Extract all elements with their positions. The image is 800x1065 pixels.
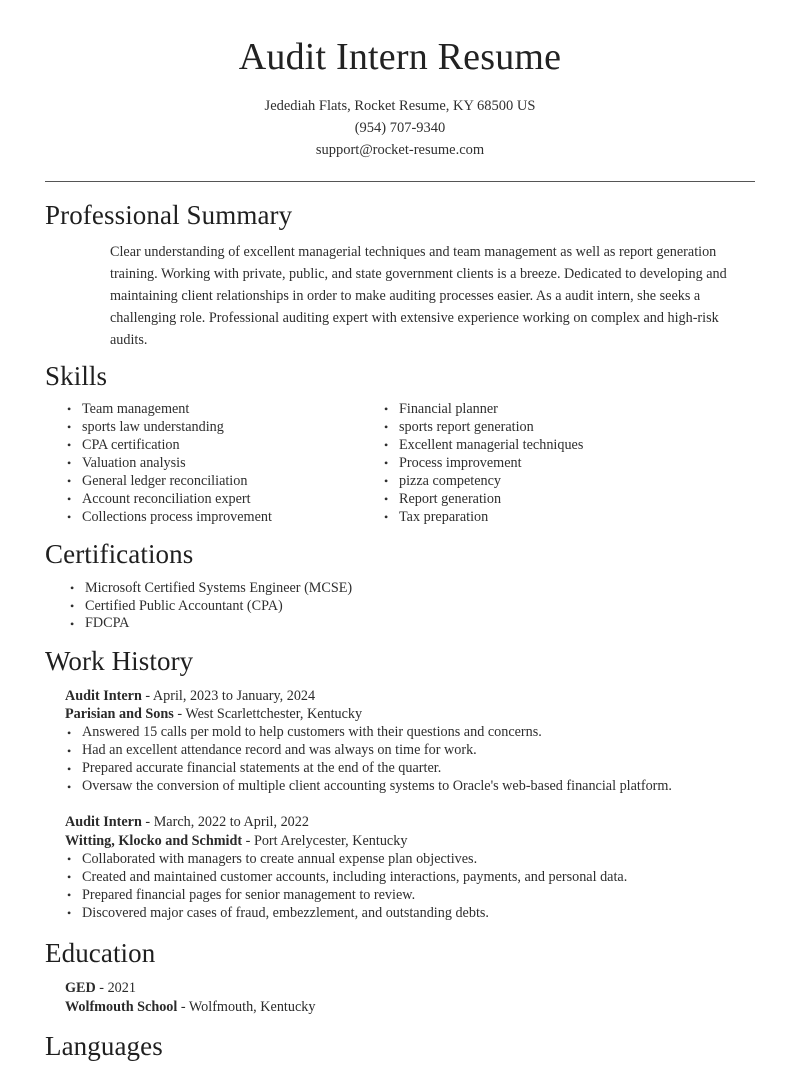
job-bullet-item: • Discovered major cases of fraud, embezzlement, and outstanding debts. <box>65 905 800 923</box>
job-bullet-item: • Answered 15 calls per mold to help customers with their questions and concerns. <box>65 724 800 742</box>
section-heading-education: Education <box>45 937 156 968</box>
job-bullet-item: • Prepared financial pages for senior management to review. <box>65 887 800 905</box>
education-degree: GED <box>65 979 96 996</box>
skills-columns <box>0 401 800 527</box>
skill-item: • Process improvement <box>382 455 699 473</box>
job-title-line <box>65 813 800 832</box>
section-languages <box>0 1029 800 1064</box>
certification-item: • Certified Public Accountant (CPA) <box>68 598 800 616</box>
education-year: - 2021 <box>95 979 136 996</box>
contact-email: support@rocket-resume.com <box>315 141 485 158</box>
job-location: - Port Arelycester, Kentucky <box>242 832 408 849</box>
page-title: Audit Intern Resume <box>238 36 562 78</box>
certifications-list-wrap <box>0 580 800 634</box>
job-bullet-item: • Collaborated with managers to create annual expense plan objectives. <box>65 851 800 869</box>
skill-item: • Tax preparation <box>382 509 699 527</box>
education-school-line <box>65 998 800 1017</box>
education-location: - Wolfmouth, Kentucky <box>177 998 316 1015</box>
skills-list-left <box>65 401 382 527</box>
education-degree-line <box>65 979 800 998</box>
job-dates: - March, 2022 to April, 2022 <box>141 814 309 831</box>
job-dates: - April, 2023 to January, 2024 <box>141 687 316 704</box>
section-professional-summary <box>0 198 800 351</box>
job-bullet-item: • Prepared accurate financial statements at the end of the quarter. <box>65 760 800 778</box>
contact-address: Jedediah Flats, Rocket Resume, KY 68500 US <box>264 97 536 114</box>
skill-item: • Collections process improvement <box>65 509 382 527</box>
job-title-line <box>65 687 800 706</box>
professional-summary-text: Clear understanding of excellent managerial techniques and team management as well as report generation training. Working with private, public, and state government clients is a breeze. Dedicated to developing and maintaining client relationships in order to make auditing processes easier. As a audit intern, she seeks a challenging role. Professional auditing expert with extensive experience working on complex and high-risk audits. <box>110 243 727 348</box>
skill-item: • General ledger reconciliation <box>65 473 382 491</box>
job-bullet-item: • Had an excellent attendance record and was always on time for work. <box>65 742 800 760</box>
header-divider <box>45 181 755 182</box>
section-heading-certifications: Certifications <box>45 539 194 570</box>
skill-item: • Account reconciliation expert <box>65 491 382 509</box>
section-heading-languages: Languages <box>45 1031 163 1062</box>
education-entries <box>0 979 800 1017</box>
skill-item: • sports law understanding <box>65 419 382 437</box>
skill-item: • sports report generation <box>382 419 699 437</box>
certifications-list <box>68 580 800 634</box>
resume-header <box>0 0 800 161</box>
job-title: Audit Intern <box>65 687 142 704</box>
section-work-history <box>0 644 800 679</box>
section-skills <box>0 359 800 394</box>
education-entry <box>65 979 800 1017</box>
job-title: Audit Intern <box>65 814 142 831</box>
education-school: Wolfmouth School <box>65 998 178 1015</box>
certification-item: • FDCPA <box>68 615 800 633</box>
skill-item: • Team management <box>65 401 382 419</box>
section-certifications <box>0 537 800 572</box>
skills-column-left <box>65 401 382 527</box>
job-bullet-list <box>65 851 800 923</box>
section-education <box>0 936 800 971</box>
certification-item: • Microsoft Certified Systems Engineer (MCSE) <box>68 580 800 598</box>
job-bullet-item: • Oversaw the conversion of multiple client accounting systems to Oracle's web-based financial platform. <box>65 778 800 796</box>
skill-item: • Financial planner <box>382 401 699 419</box>
job-bullet-item: • Created and maintained customer accounts, including interactions, payments, and personal data. <box>65 869 800 887</box>
skills-list-right <box>382 401 699 527</box>
skill-item: • pizza competency <box>382 473 699 491</box>
work-history-entries <box>0 687 800 923</box>
section-heading-work-history: Work History <box>45 646 194 677</box>
skills-column-right <box>382 401 699 527</box>
section-heading-professional-summary: Professional Summary <box>45 199 293 230</box>
contact-phone: (954) 707-9340 <box>354 119 446 136</box>
section-heading-skills: Skills <box>45 360 108 391</box>
job-company-line <box>65 705 800 724</box>
job-company-line <box>65 832 800 851</box>
skill-item: • CPA certification <box>65 437 382 455</box>
skill-item: • Report generation <box>382 491 699 509</box>
job-company: Witting, Klocko and Schmidt <box>65 832 243 849</box>
job-location: - West Scarlettchester, Kentucky <box>173 706 363 723</box>
skill-item: • Excellent managerial techniques <box>382 437 699 455</box>
contact-block <box>0 95 800 161</box>
job-company: Parisian and Sons <box>65 706 174 723</box>
job-bullet-list <box>65 724 800 796</box>
work-history-entry <box>65 687 800 797</box>
skill-item: • Valuation analysis <box>65 455 382 473</box>
work-history-entry <box>65 813 800 923</box>
